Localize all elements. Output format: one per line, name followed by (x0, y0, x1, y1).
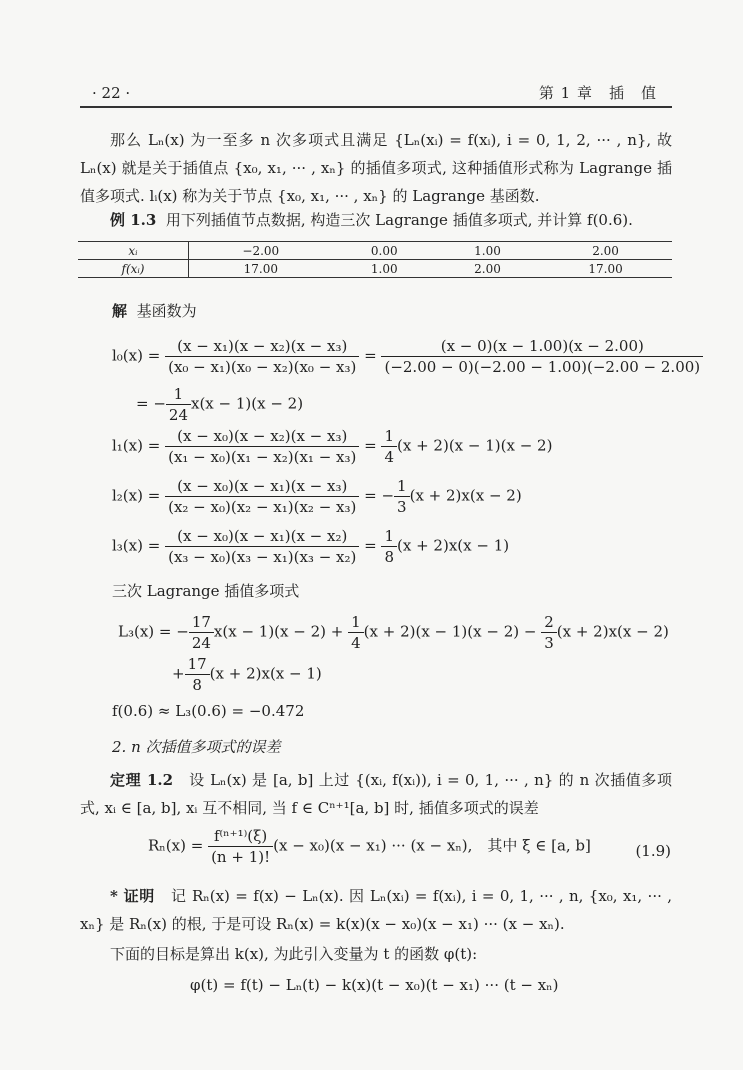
eq-tail: x(x − 1)(x − 2) (191, 394, 304, 413)
cubic-intro: 三次 Lagrange 插值多项式 (112, 582, 300, 600)
numerator: 17 (185, 654, 210, 675)
denominator: 8 (192, 676, 202, 694)
proof-text: 记 Rₙ(x) = f(x) − Lₙ(x). 因 Lₙ(xᵢ) = f(xᵢ), i = 0, 1, ··· , n, {x₀, x₁, ··· , xₙ} 是 Rₙ(x) 的根, 于是可设 Rₙ(x) = k(x)(x − x₀)(x − x₁) ··· (x − xₙ). (80, 887, 672, 933)
table-head: xᵢ (78, 242, 189, 260)
denominator: (x₃ − x₀)(x₃ − x₁)(x₃ − x₂) (168, 548, 357, 566)
example-text: 用下列插值节点数据, 构造三次 Lagrange 插值多项式, 并计算 f(0.6). (165, 211, 633, 229)
section-heading: 2. n 次插值多项式的误差 (112, 738, 281, 756)
data-table (78, 241, 672, 278)
numerator: 1 (381, 426, 397, 447)
fraction (394, 476, 410, 517)
eq-lhs: L₃(x) = − (118, 622, 189, 641)
fraction (166, 384, 191, 425)
eq-sign: = − (136, 394, 166, 413)
fraction (165, 526, 359, 567)
numerator: (x − x₀)(x − x₂)(x − x₃) (165, 426, 359, 447)
chapter-title: 第 1 章 插 值 (538, 84, 657, 102)
eq-tail: (x + 2)(x − 1)(x − 2) (397, 436, 553, 455)
denominator: (n + 1)! (211, 848, 271, 866)
denominator: 3 (544, 634, 554, 652)
numerator: 2 (541, 612, 557, 633)
eq-lhs: l₁(x) = (112, 436, 161, 455)
table-cell: 2.00 (436, 260, 539, 278)
eq-term: (x + 2)x(x − 1) (209, 664, 322, 683)
example-label: 例 1.3 (110, 211, 157, 229)
numerator: (x − x₀)(x − x₁)(x − x₂) (165, 526, 359, 547)
equation-number: (1.9) (635, 842, 671, 860)
example-line (80, 206, 672, 234)
table-cell: 1.00 (333, 260, 436, 278)
numerator: f⁽ⁿ⁺¹⁾(ξ) (208, 826, 273, 847)
eq-sign: + (172, 664, 185, 683)
table-head: f(xᵢ) (78, 260, 189, 278)
numerator: (x − x₀)(x − x₁)(x − x₃) (165, 476, 359, 497)
eq-l0-simplified (136, 384, 303, 425)
table-row (78, 260, 672, 278)
table-cell: 17.00 (189, 260, 333, 278)
eq-lhs: l₃(x) = (112, 536, 161, 555)
eq-error (148, 826, 591, 867)
table-cell: 2.00 (539, 242, 672, 260)
eq-lhs: l₂(x) = (112, 486, 161, 505)
fraction (185, 654, 210, 695)
eq-tail: (x + 2)x(x − 2) (409, 486, 522, 505)
denominator: (x₁ − x₀)(x₁ − x₂)(x₁ − x₃) (168, 448, 357, 466)
numerator: 1 (381, 526, 397, 547)
denominator: (−2.00 − 0)(−2.00 − 1.00)(−2.00 − 2.00) (384, 358, 701, 376)
table-cell: 0.00 (333, 242, 436, 260)
denominator: 3 (397, 498, 407, 516)
intro-paragraph: 那么 Lₙ(x) 为一至多 n 次多项式且满足 {Lₙ(xᵢ) = f(xᵢ), i = 0, 1, 2, ··· , n}, 故 Lₙ(x) 就是关于插值点 {x₀, x₁, ··· , xₙ} 的插值多项式, 这种插值形式称为 Lagrange 插值多项式. lᵢ(x) 称为关于节点 {x₀, x₁, ··· , xₙ} 的 Lagrange 基函数. (80, 131, 672, 205)
fraction (165, 476, 359, 517)
table-cell: −2.00 (189, 242, 333, 260)
denominator: 4 (351, 634, 361, 652)
eq-l0: l₀(x) = $\frac{\text{(x − x₁)(x − x₂)(x − x₃)}}{\text{(x₀ − x₁)(x₀ − x₂)(x₀ − x₃)}}$ = $\frac{(x - 0)(x - 1.00)(x - 2.00)}{(-2.00 - 0)(-2.00 - 1.00)(-2.00 - 2.00)}$ (112, 336, 703, 377)
eq-tail: (x − x₀)(x − x₁) ··· (x − xₙ), 其中 ξ ∈ [a, b] (273, 836, 591, 855)
fraction (381, 426, 397, 467)
denominator: (x₀ − x₁)(x₀ − x₂)(x₀ − x₃) (168, 358, 357, 376)
fraction (189, 612, 214, 653)
solution-label: 解 (112, 302, 128, 320)
proof-paragraph (80, 882, 672, 938)
fraction (165, 336, 359, 377)
eq-l3: l₃(x) = $\frac{\text{(x − x₀)(x − x₁)(x − x₂)}}{\text{(x₃ − x₀)(x₃ − x₁)(x₃ − x₂)}}$ = $\frac{1}{8}$ (x + 2)x(x − 1) (112, 527, 510, 566)
numerator: 17 (189, 612, 214, 633)
header-rule (80, 106, 672, 108)
fraction (541, 612, 557, 653)
solution-text: 基函数为 (136, 302, 197, 320)
eq-term: (x + 2)x(x − 2) (556, 622, 669, 641)
fraction (165, 426, 359, 467)
numerator: 1 (348, 612, 364, 633)
eq-tail: (x + 2)x(x − 1) (397, 536, 510, 555)
numerator: (x − x₁)(x − x₂)(x − x₃) (165, 336, 359, 357)
eq-l2: l₂(x) = $\frac{\text{(x − x₀)(x − x₁)(x − x₃)}}{\text{(x₂ − x₀)(x₂ − x₁)(x₂ − x₃)}}$ = − $\frac{1}{3}$ (x + 2)x(x − 2) (112, 477, 522, 516)
table-row (78, 242, 672, 260)
eq-L3-line2 (172, 654, 322, 695)
proof-label: * 证明 (110, 887, 155, 905)
numerator: 1 (394, 476, 410, 497)
theorem-text: 设 Lₙ(x) 是 [a, b] 上过 {(xᵢ, f(xᵢ)), i = 0, 1, ··· , n} 的 n 次插值多项式, xᵢ ∈ [a, b], xᵢ 互不相同, 当 f ∈ Cⁿ⁺¹[a, b] 时, 插值多项式的误差 (80, 771, 672, 817)
table-cell: 1.00 (436, 242, 539, 260)
eq-term: x(x − 1)(x − 2) + (213, 622, 344, 641)
eq-lhs: l₀(x) = (112, 346, 161, 365)
denominator: 4 (384, 448, 395, 466)
eq-L3-line1 (118, 612, 669, 653)
eq-term: (x + 2)(x − 1)(x − 2) − (363, 622, 537, 641)
numerator: (x − 0)(x − 1.00)(x − 2.00) (381, 336, 703, 357)
proof-next: 下面的目标是算出 k(x), 为此引入变量为 t 的函数 φ(t): (110, 945, 478, 963)
eq-lhs: Rₙ(x) = (148, 836, 204, 855)
fraction (381, 336, 703, 377)
approx-value: f(0.6) ≈ L₃(0.6) = −0.472 (112, 702, 305, 720)
page-number: · 22 · (92, 84, 131, 102)
numerator: 1 (166, 384, 191, 405)
solution-line (112, 300, 197, 321)
fraction (348, 612, 364, 653)
theorem-label: 定理 1.2 (110, 771, 174, 789)
eq-l1: l₁(x) = $\frac{\text{(x − x₀)(x − x₂)(x − x₃)}}{\text{(x₁ − x₀)(x₁ − x₂)(x₁ − x₃)}}$ = $\frac{1}{4}$ (x + 2)(x − 1)(x − 2) (112, 427, 553, 466)
fraction (208, 826, 273, 867)
table-cell: 17.00 (539, 260, 672, 278)
denominator: 8 (384, 548, 395, 566)
eq-phi: φ(t) = f(t) − Lₙ(t) − k(x)(t − x₀)(t − x₁) ··· (t − xₙ) (190, 976, 559, 994)
denominator: (x₂ − x₀)(x₂ − x₁)(x₂ − x₃) (168, 498, 357, 516)
denominator: 24 (191, 634, 211, 652)
theorem-paragraph (80, 766, 672, 822)
denominator: 24 (168, 406, 188, 424)
fraction (381, 526, 397, 567)
